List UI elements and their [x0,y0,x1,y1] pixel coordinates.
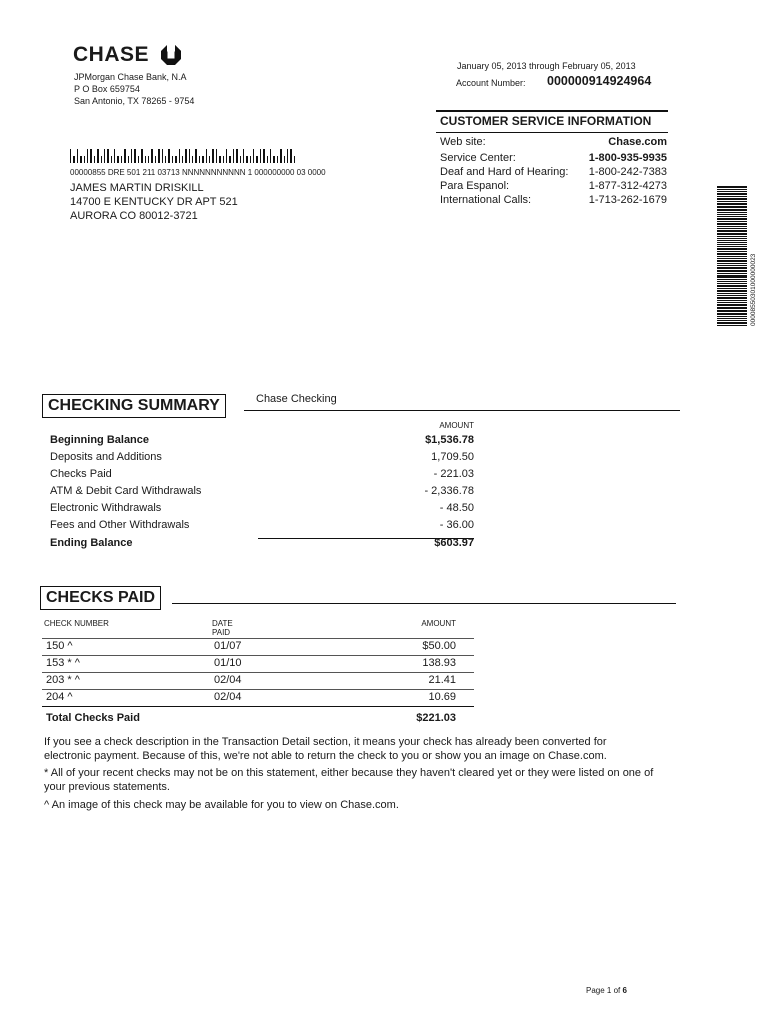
cs-phone: 1-877-312-4273 [588,180,667,192]
barcode-bar [165,156,166,163]
barcode-line [717,248,747,250]
summary-row [50,519,474,531]
barcode-line [717,311,747,312]
barcode-line [717,256,747,257]
barcode-line [717,307,747,309]
barcode-bar [158,149,159,163]
barcode-line [717,313,747,315]
barcode-bar [131,149,132,163]
check-amount: 21.41 [428,674,456,686]
bank-address-line: P O Box 659754 [74,84,140,94]
barcode-bar [284,156,285,163]
barcode-bar [250,156,251,163]
barcode-bar [212,149,213,163]
side-barcode-text: 00008550301000000023 [750,253,757,326]
barcode-bar [101,156,102,163]
barcode-line [717,304,747,306]
barcode-bar [219,156,220,163]
barcode-line [717,236,747,237]
barcode-line [717,258,747,259]
barcode-bar [206,149,207,163]
cs-label: Web site: [440,136,486,148]
bank-address-line: San Antonio, TX 78265 - 9754 [74,96,195,106]
barcode-bar [192,156,193,163]
barcode-bar [294,156,295,163]
cs-row-service-center [440,152,667,164]
customer-service-title: CUSTOMER SERVICE INFORMATION [440,114,652,128]
barcode-bar [87,149,88,163]
check-date: 02/04 [214,691,242,703]
barcode-bar [273,156,274,163]
summary-row [50,434,474,446]
barcode-line [717,273,747,274]
barcode-line [717,230,747,232]
barcode-line [717,238,747,239]
barcode-line [717,212,747,213]
total-amount: $221.03 [416,712,456,724]
barcode-line [717,316,747,317]
check-number-header: CHECK NUMBER [44,619,109,628]
summary-amount: - 48.50 [439,502,474,514]
summary-label: Electronic Withdrawals [50,502,162,514]
check-number: 203 * ^ [46,674,80,686]
check-amount: $50.00 [422,640,456,652]
barcode-line [717,193,747,195]
barcode-line [717,242,747,243]
barcode-line [717,322,747,324]
barcode-bar [124,149,125,163]
barcode-bar [94,156,95,163]
barcode-bar [121,156,122,163]
checks-paid-title: CHECKS PAID [40,586,161,610]
barcode-bar [175,156,176,163]
barcode-line [717,281,747,282]
barcode-bar [104,149,105,163]
statement-period: January 05, 2013 through February 05, 2013 [457,61,636,71]
barcode-bar [270,149,271,163]
barcode-bar [233,149,234,163]
barcode-line [717,275,747,276]
barcode-bar [145,156,146,163]
barcode-line [717,297,747,299]
cs-row-international [440,194,667,206]
barcode-bar [162,149,163,163]
barcode-line [717,288,747,289]
barcode-bar [256,156,257,163]
barcode-bar [246,156,247,163]
note-conversion: If you see a check description in the Transaction Detail section, it means your check has already been converted for electronic payment. Because of this, we're not able to return the check to you or show you an image on Chase.com. [44,736,607,762]
barcode-line [717,191,747,192]
barcode-line [717,263,747,264]
summary-amount: 1,709.50 [431,451,474,463]
barcode-line [717,267,747,269]
cs-phone: 1-713-262-1679 [588,194,667,206]
barcode-line [717,279,747,280]
barcode-line [717,283,747,284]
barcode-bar [172,156,173,163]
summary-amount: $1,536.78 [425,434,474,446]
barcode-bar [138,156,139,163]
barcode-line [717,218,747,220]
barcode-line [717,206,747,208]
check-number: 153 * ^ [46,657,80,669]
account-number-label: Account Number: [456,78,526,88]
barcode-bar [97,149,98,163]
chase-logo-text: CHASE [73,43,150,66]
date-paid-header [212,619,233,637]
barcode-bar [90,149,91,163]
barcode-bar [277,156,278,163]
barcode-bar [267,156,268,163]
barcode-bar [168,149,169,163]
summary-row-ending [50,537,474,549]
barcode-bar [141,149,142,163]
barcode-line [717,293,747,294]
barcode-bar [77,149,78,163]
barcode-line [717,302,747,303]
chase-octagon-logo-icon [160,44,182,66]
barcode-line [717,216,747,217]
cs-label: Service Center: [440,152,516,164]
barcode-line [717,226,747,227]
barcode-bar [114,149,115,163]
divider [244,410,680,411]
date-header-line: DATE [212,619,233,628]
bank-address [74,71,194,107]
barcode-line [717,318,747,319]
barcode-bar [240,156,241,163]
barcode-bar [155,156,156,163]
barcode-line [717,201,747,202]
summary-label: Beginning Balance [50,434,150,446]
barcode-line [717,189,747,190]
barcode-bar [128,156,129,163]
barcode-line [717,186,747,188]
summary-amount: - 221.03 [433,468,474,480]
barcode-bar [229,156,230,163]
barcode-bar [84,156,85,163]
bank-address-line: JPMorgan Chase Bank, N.A [74,72,187,82]
check-number: 204 ^ [46,691,73,703]
customer-address [70,181,238,223]
customer-address-line: 14700 E KENTUCKY DR APT 521 [70,196,238,208]
barcode-bar [287,149,288,163]
cs-label: International Calls: [440,194,532,206]
barcode-line [717,209,747,211]
barcode-bar [216,149,217,163]
barcode-bar [253,149,254,163]
note-check-image: ^ An image of this check may be available for you to view on Chase.com. [44,799,399,811]
divider [436,132,668,133]
barcode-line [717,204,747,205]
postal-barcode [70,149,295,163]
barcode-line [717,260,747,262]
barcode-line [717,244,747,245]
barcode-bar [70,149,71,163]
summary-row [50,451,474,463]
barcode-line [717,198,747,200]
summary-row [50,502,474,514]
summary-label: Ending Balance [50,537,133,549]
cs-row-espanol [440,180,667,192]
barcode-line [717,290,747,292]
check-amount: 138.93 [422,657,456,669]
check-date: 01/10 [214,657,242,669]
barcode-line [717,223,747,225]
barcode-line [717,265,747,266]
barcode-bar [134,149,135,163]
check-amount-header: AMOUNT [421,619,456,628]
page-number [586,986,627,995]
barcode-line [717,325,747,326]
barcode-line [717,295,747,296]
divider [172,603,676,604]
check-number: 150 ^ [46,640,73,652]
summary-row [50,485,474,497]
page-total: 6 [622,986,627,995]
summary-amount: - 2,336.78 [424,485,474,497]
check-amount: 10.69 [428,691,456,703]
cs-row-website [440,136,667,148]
mail-code-line: 00000855 DRE 501 211 03713 NNNNNNNNNNN 1 000000000 03 0000 [70,168,326,177]
barcode-bar [199,156,200,163]
account-type: Chase Checking [256,393,337,405]
barcode-line [717,203,747,204]
page-label: Page 1 of [586,986,621,995]
cs-label: Para Espanol: [440,180,510,192]
barcode-line [717,310,747,311]
divider [42,655,474,656]
divider [42,672,474,673]
barcode-line [717,270,747,272]
summary-label: Fees and Other Withdrawals [50,519,190,531]
divider [42,689,474,690]
divider [42,706,474,707]
summary-amount: $603.97 [434,537,474,549]
amount-header: AMOUNT [439,421,474,430]
cs-row-deaf [440,166,667,178]
barcode-line [717,285,747,287]
barcode-line [717,253,747,255]
barcode-bar [209,156,210,163]
barcode-line [717,228,747,229]
barcode-bar [280,149,281,163]
barcode-line [717,276,747,278]
barcode-bar [243,149,244,163]
barcode-line [717,251,747,252]
total-label: Total Checks Paid [46,712,140,724]
barcode-bar [80,156,81,163]
website-link[interactable]: Chase.com [608,136,667,148]
barcode-bar [236,149,237,163]
account-number: 000000914924964 [547,74,652,88]
barcode-bar [151,149,152,163]
summary-amount: - 36.00 [439,519,474,531]
customer-address-line: AURORA CO 80012-3721 [70,210,198,222]
barcode-bar [182,156,183,163]
customer-address-line: JAMES MARTIN DRISKILL [70,182,204,194]
cs-phone: 1-800-242-7383 [588,166,667,178]
barcode-bar [189,149,190,163]
barcode-line [717,214,747,215]
summary-label: ATM & Debit Card Withdrawals [50,485,202,497]
summary-label: Checks Paid [50,468,112,480]
summary-label: Deposits and Additions [50,451,162,463]
check-date: 01/07 [214,640,242,652]
divider [436,110,668,112]
barcode-line [717,233,747,235]
barcode-bar [185,149,186,163]
barcode-bar [117,156,118,163]
note-recent-checks: * All of your recent checks may not be on this statement, either because they haven't cleared yet or they were listed on one of your previous statements. [44,767,654,793]
barcode-line [717,196,747,197]
side-barcode [717,186,747,326]
barcode-line [717,320,747,321]
barcode-bar [263,149,264,163]
summary-row [50,468,474,480]
barcode-bar [223,156,224,163]
barcode-line [717,221,747,222]
barcode-bar [73,156,74,163]
barcode-bar [290,149,291,163]
barcode-bar [195,149,196,163]
cs-label: Deaf and Hard of Hearing: [440,166,569,178]
barcode-line [717,300,747,301]
barcode-bar [260,149,261,163]
barcode-bar [179,149,180,163]
checking-summary-title: CHECKING SUMMARY [42,394,226,418]
divider [42,638,474,639]
barcode-line [717,246,747,247]
cs-phone: 1-800-935-9935 [588,152,667,164]
check-date: 02/04 [214,674,242,686]
barcode-line [717,240,747,242]
barcode-bar [226,149,227,163]
date-header-line: PAID [212,628,231,637]
barcode-bar [202,156,203,163]
barcode-bar [148,156,149,163]
barcode-bar [111,156,112,163]
barcode-bar [107,149,108,163]
